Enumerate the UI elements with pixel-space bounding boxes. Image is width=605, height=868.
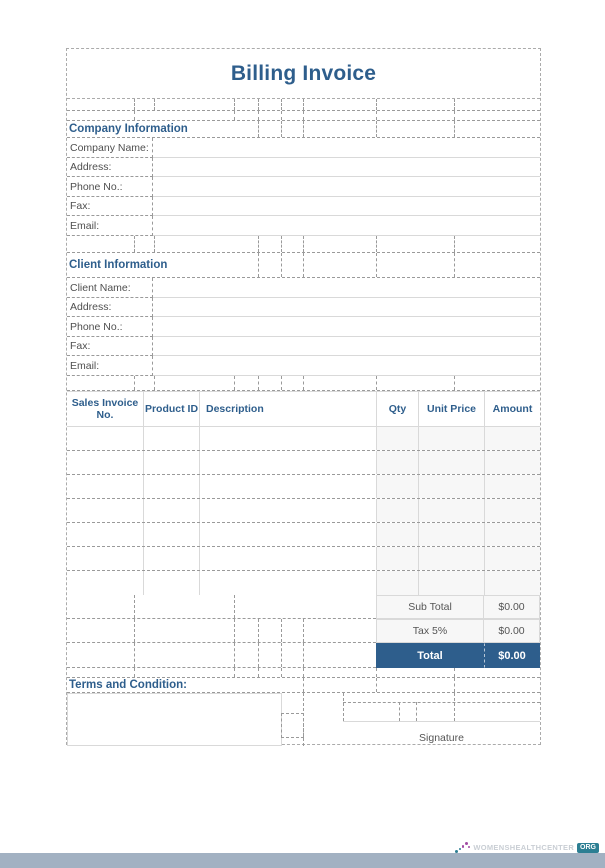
item-row[interactable] [67, 427, 540, 451]
footer-band [0, 853, 605, 868]
item-cell[interactable] [199, 523, 376, 546]
gridline [454, 121, 455, 137]
gridline [454, 678, 455, 692]
gridline [234, 376, 235, 391]
item-cell[interactable] [376, 547, 418, 570]
client-info-heading-row [67, 253, 540, 278]
signature-line[interactable]: Signature [343, 721, 540, 746]
item-cell[interactable] [418, 451, 484, 474]
gridline [303, 111, 304, 120]
item-cell[interactable] [376, 499, 418, 522]
item-cell[interactable] [418, 427, 484, 450]
item-cell[interactable] [484, 547, 540, 570]
total-label: Total [376, 643, 484, 668]
gridline [134, 236, 135, 253]
header-product-id: Product ID [143, 392, 199, 426]
gridline [234, 99, 235, 110]
subtotal-row [67, 595, 540, 619]
gridline [303, 376, 304, 391]
item-cell[interactable] [67, 427, 143, 450]
gridline [343, 702, 540, 703]
gridline [303, 643, 304, 667]
item-cell[interactable] [376, 427, 418, 450]
client-email-row [67, 356, 540, 376]
item-cell[interactable] [67, 451, 143, 474]
gridline [454, 99, 455, 110]
header-amount: Amount [484, 392, 540, 426]
client-name-row [67, 278, 540, 298]
terms-text-box[interactable] [67, 693, 282, 746]
tax-value: $0.00 [484, 619, 540, 643]
gridline [281, 668, 282, 677]
client-phone-field[interactable] [153, 317, 540, 337]
terms-signature-area [67, 693, 540, 746]
company-name-field[interactable] [153, 138, 540, 158]
gridline [343, 693, 344, 721]
grid-spacer-row [67, 99, 540, 111]
invoice-title: Billing Invoice [230, 61, 377, 85]
total-value: $0.00 [484, 643, 540, 668]
grid-spacer-row [67, 376, 540, 392]
gridline [234, 595, 235, 618]
item-cell[interactable] [484, 475, 540, 498]
item-cell[interactable] [199, 451, 376, 474]
gridline [134, 643, 135, 667]
gridline [454, 376, 455, 391]
gridline [258, 643, 259, 667]
gridline [376, 668, 377, 677]
item-row[interactable] [67, 571, 540, 595]
gridline [258, 619, 259, 642]
item-cell[interactable] [199, 475, 376, 498]
item-cell[interactable] [143, 475, 199, 498]
item-cell[interactable] [143, 523, 199, 546]
gridline [154, 99, 155, 110]
item-cell[interactable] [199, 499, 376, 522]
header-sales-invoice-no: Sales Invoice No. [71, 396, 139, 421]
company-email-row [67, 216, 540, 236]
header-description: Description [199, 392, 376, 426]
gridline [454, 253, 455, 277]
gridline [154, 376, 155, 391]
item-row[interactable] [67, 547, 540, 571]
company-info-heading: Company Information [69, 123, 188, 135]
gridline [258, 253, 259, 277]
company-name-row [67, 138, 540, 158]
client-fax-label: Fax: [67, 337, 153, 357]
item-cell[interactable] [484, 523, 540, 546]
item-cell[interactable] [143, 571, 199, 595]
item-cell[interactable] [199, 547, 376, 570]
gridline [134, 668, 135, 677]
company-address-row [67, 158, 540, 178]
gridline [303, 121, 304, 137]
terms-heading: Terms and Condition: [69, 679, 187, 691]
gridline [454, 111, 455, 120]
gridline [376, 376, 377, 391]
item-cell[interactable] [67, 475, 143, 498]
client-address-label: Address: [67, 298, 153, 318]
item-cell[interactable] [484, 499, 540, 522]
client-info-heading: Client Information [69, 259, 168, 271]
gridline [281, 253, 282, 277]
item-cell[interactable] [67, 547, 143, 570]
gridline [303, 678, 304, 692]
item-cell[interactable] [484, 571, 540, 595]
gridline [454, 236, 455, 253]
gridline [234, 619, 235, 642]
gridline [258, 668, 259, 677]
client-email-field[interactable] [153, 356, 540, 376]
items-table-body [67, 427, 540, 595]
gridline [303, 99, 304, 110]
gridline [281, 121, 282, 137]
grid-empty-area [67, 619, 376, 643]
item-cell[interactable] [418, 475, 484, 498]
client-fax-row [67, 337, 540, 357]
item-cell[interactable] [143, 547, 199, 570]
tax-row [67, 619, 540, 643]
item-cell[interactable] [67, 499, 143, 522]
gridline [134, 595, 135, 618]
item-cell[interactable] [376, 475, 418, 498]
grid-spacer-row [67, 668, 540, 678]
brand-org-badge: ORG [577, 843, 599, 853]
company-info-heading-row [67, 121, 540, 138]
gridline [454, 693, 455, 721]
terms-heading-row [67, 678, 540, 693]
item-row[interactable] [67, 499, 540, 523]
gridline [454, 668, 455, 677]
client-address-field[interactable] [153, 298, 540, 318]
gridline [281, 236, 282, 253]
company-fax-field[interactable] [153, 197, 540, 217]
gridline [303, 668, 304, 677]
client-email-label: Email: [67, 356, 153, 376]
gridline [234, 643, 235, 667]
company-phone-field[interactable] [153, 177, 540, 197]
grid-empty-area [67, 595, 376, 619]
item-row[interactable] [67, 523, 540, 547]
gridline [281, 376, 282, 391]
company-name-label: Company Name: [67, 138, 153, 158]
gridline [303, 236, 304, 253]
gridline [281, 99, 282, 110]
company-email-field[interactable] [153, 216, 540, 236]
gridline [416, 702, 417, 721]
gridline [258, 99, 259, 110]
company-fax-row [67, 197, 540, 217]
grid-cell-box [281, 713, 304, 738]
company-address-label: Address: [67, 158, 153, 178]
client-phone-label: Phone No.: [67, 317, 153, 337]
item-cell[interactable] [484, 451, 540, 474]
company-email-label: Email: [67, 216, 153, 236]
item-cell[interactable] [376, 571, 418, 595]
grid-spacer-row [67, 111, 540, 121]
subtotal-label: Sub Total [376, 595, 484, 619]
company-phone-label: Phone No.: [67, 177, 153, 197]
invoice-title-block [67, 49, 540, 99]
grid-empty-area [67, 643, 376, 668]
item-cell[interactable] [376, 523, 418, 546]
item-cell[interactable] [418, 523, 484, 546]
item-cell[interactable] [67, 523, 143, 546]
gridline [134, 111, 135, 120]
total-row [67, 643, 540, 668]
client-fax-field[interactable] [153, 337, 540, 357]
client-address-row [67, 298, 540, 318]
invoice-sheet [66, 48, 541, 745]
gridline [258, 121, 259, 137]
gridline [281, 643, 282, 667]
gridline [303, 253, 304, 277]
item-cell[interactable] [199, 571, 376, 595]
client-name-label: Client Name: [67, 278, 153, 298]
items-table-header [67, 391, 540, 427]
tax-label: Tax 5% [376, 619, 484, 643]
client-name-field[interactable] [153, 278, 540, 298]
item-cell[interactable] [418, 499, 484, 522]
item-cell[interactable] [143, 499, 199, 522]
company-address-field[interactable] [153, 158, 540, 178]
gridline [234, 668, 235, 677]
item-cell[interactable] [67, 571, 143, 595]
item-cell[interactable] [418, 571, 484, 595]
item-cell[interactable] [143, 451, 199, 474]
gridline [376, 678, 377, 692]
item-row[interactable] [67, 475, 540, 499]
item-row[interactable] [67, 451, 540, 475]
gridline [399, 702, 400, 721]
gridline [134, 376, 135, 391]
gridline [258, 376, 259, 391]
gridline [258, 111, 259, 120]
header-unit-price: Unit Price [418, 392, 484, 426]
client-phone-row [67, 317, 540, 337]
gridline [134, 619, 135, 642]
item-cell[interactable] [199, 427, 376, 450]
company-phone-row [67, 177, 540, 197]
gridline [154, 236, 155, 253]
gridline [376, 236, 377, 253]
item-cell[interactable] [484, 427, 540, 450]
gridline [258, 236, 259, 253]
item-cell[interactable] [418, 547, 484, 570]
gridline [281, 111, 282, 120]
gridline [303, 619, 304, 642]
subtotal-value: $0.00 [484, 595, 540, 619]
gridline [376, 253, 377, 277]
header-qty: Qty [376, 392, 418, 426]
item-cell[interactable] [143, 427, 199, 450]
gridline [281, 619, 282, 642]
brand-text: WOMENSHEALTHCENTER [473, 843, 575, 852]
gridline [134, 99, 135, 110]
grid-spacer-row [67, 236, 540, 254]
gridline [376, 99, 377, 110]
item-cell[interactable] [376, 451, 418, 474]
gridline [376, 111, 377, 120]
gridline [376, 121, 377, 137]
gridline [234, 111, 235, 120]
company-fax-label: Fax: [67, 197, 153, 217]
